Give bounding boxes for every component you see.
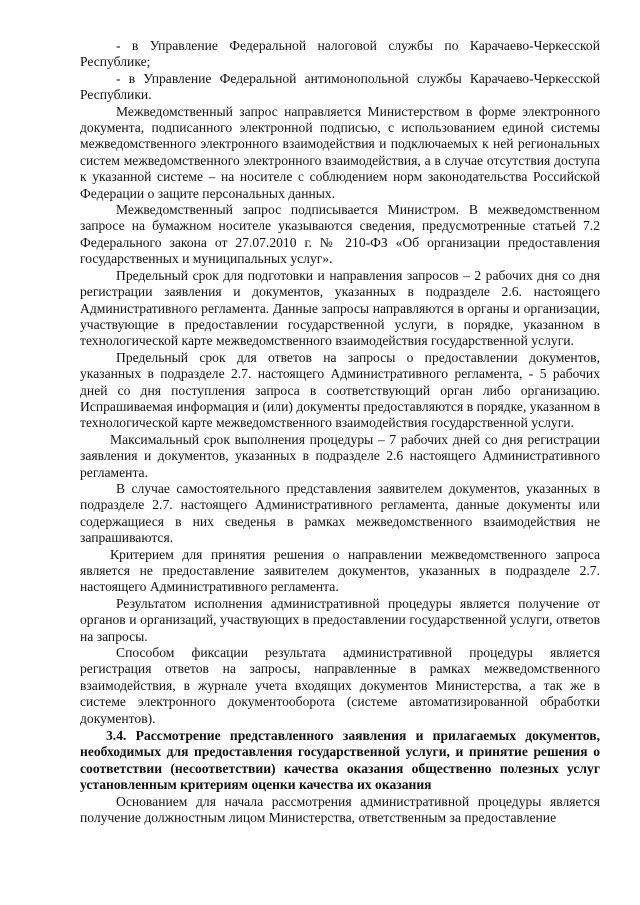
paragraph-request-signature: Межведомственный запрос подписывается Министром. В межведомственном запросе на бумажном носителе указываются сведения, предусмотренные статьей 7.2 Федерального закона от 27.07.2010 г. № 210-ФЗ «Об организации предоставления государственных и муниципальных услуг». xyxy=(80,202,600,267)
section-heading-3-4: 3.4. Рассмотрение представленного заявления и прилагаемых документов, необходимых для предоставления государственной услуги, и принятие решения о соответствии (несоответствии) качества оказания общественно полезных услуг установленным критериям оценки качества их оказания xyxy=(80,728,600,793)
paragraph-tax-service: - в Управление Федеральной налоговой службы по Карачаево-Черкесской Республике; xyxy=(80,38,600,70)
paragraph-max-duration: Максимальный срок выполнения процедуры – 7 рабочих дней со дня регистрации заявления и документов, указанных в подразделе 2.6 настоящего Административного регламента. xyxy=(80,431,600,480)
paragraph-request-deadline: Предельный срок для подготовки и направления запросов – 2 рабочих дня со дня регистрации заявления и документов, указанных в подразделе 2.6. настоящего Административного регламента. Данные запросы направляются в органы и организации, участвующие в предоставлении государственной услуги, в порядке, указанном в технологической карте межведомственного взаимодействия государственной услуги. xyxy=(80,267,600,349)
paragraph-antimonopoly-service: - в Управление Федеральной антимонопольной службы Карачаево-Черкесской Республики. xyxy=(80,70,600,103)
paragraph-self-submission: В случае самостоятельного представления заявителем документов, указанных в подразделе 2.7. настоящего Административного регламента, данные документы или содержащиеся в них сведенья в рамках межведомственного взаимодействия не запрашиваются. xyxy=(80,480,600,546)
paragraph-response-deadline: Предельный срок для ответов на запросы о предоставлении документов, указанных в подразделе 2.7. настоящего Административного регламента, - 5 рабочих дней со дня поступления запроса в соответствующий орган либо организацию. Испрашиваемая информация и (или) документы предоставляются в порядке, указанном в технологической карте межведомственного взаимодействия государственной услуги. xyxy=(80,349,600,431)
paragraph-procedure-result: Результатом исполнения административной процедуры является получение от органов и организаций, участвующих в предоставлении государственной услуги, ответов на запросы. xyxy=(80,595,600,644)
paragraph-review-basis: Основанием для начала рассмотрения административной процедуры является получение должностным лицом Министерства, ответственным за предоставление xyxy=(80,793,600,826)
paragraph-request-form: Межведомственный запрос направляется Министерством в форме электронного документа, подписанного электронной подписью, с использованием единой системы межведомственного электронного взаимодействия и подключаемых к ней региональных систем межведомственного электронного взаимодействия, а в случае отсутствия доступа к указанной системе – на носителе с соблюдением норм законодательства Российской Федерации о защите персональных данных. xyxy=(80,103,600,201)
paragraph-result-recording: Способом фиксации результата административной процедуры является регистрация ответов на запросы, направленные в рамках межведомственного взаимодействия, в журнале учета входящих документов Министерства, а так же в системе электронного документооборота (системе автоматизированной обработки документов). xyxy=(80,645,600,726)
paragraph-decision-criterion: Критерием для принятия решения о направлении межведомственного запроса является не предоставление заявителем документов, указанных в подразделе 2.7. настоящего Административного регламента. xyxy=(80,546,600,595)
